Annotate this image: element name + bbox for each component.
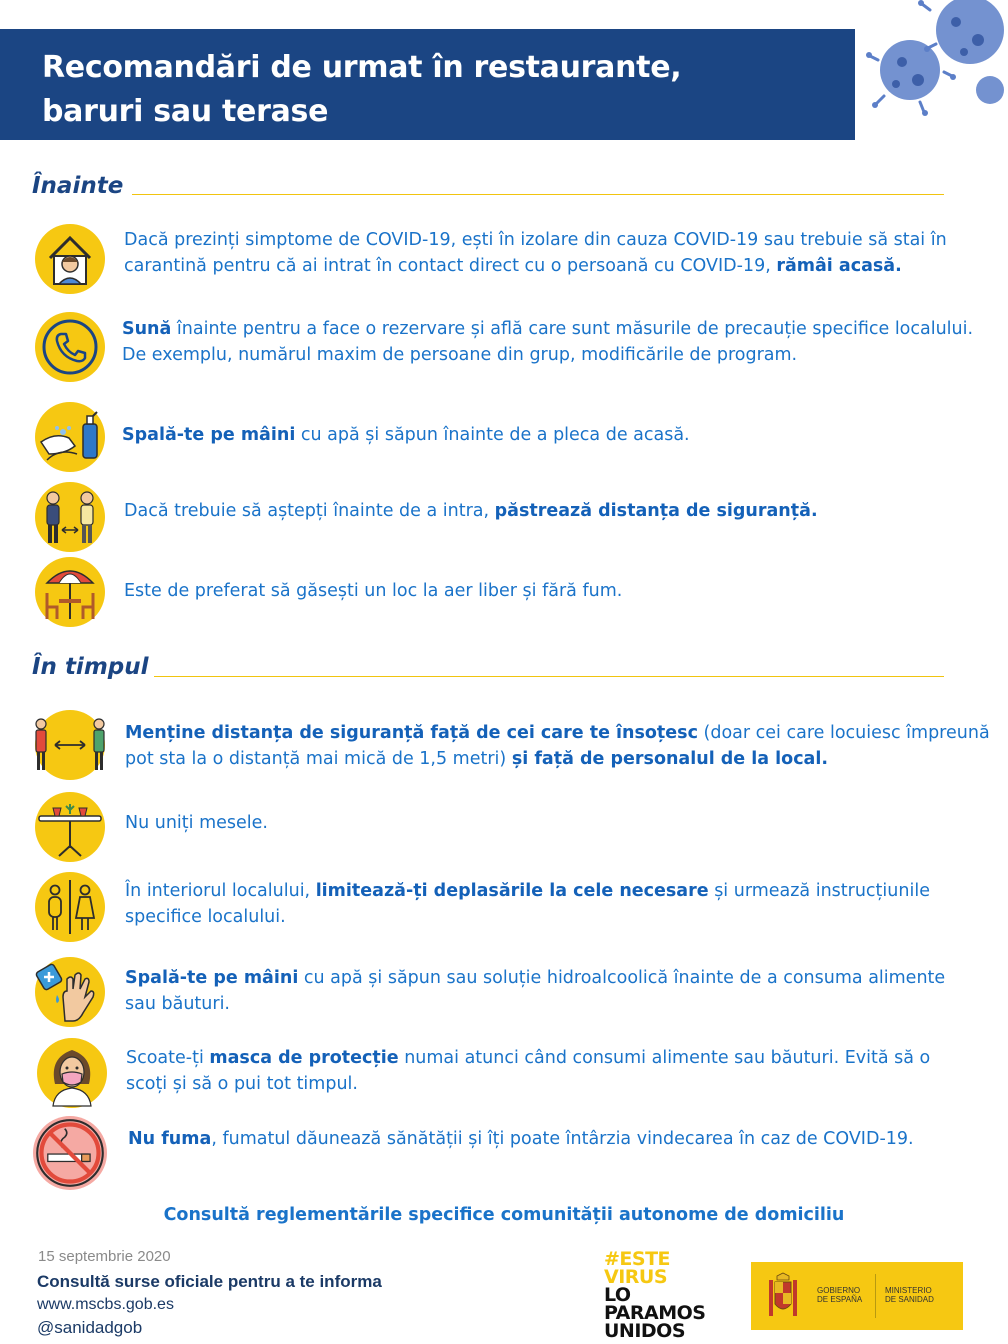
page-title-line-1: Recomandări de urmat în restaurante, — [42, 50, 682, 85]
list-item: Spală-te pe mâini cu apă și săpun sau soluție hidroalcoolică înainte de a consuma alimente sau băuturi. — [125, 968, 946, 1014]
phone-icon — [35, 312, 105, 382]
coat-of-arms-icon — [763, 1272, 803, 1320]
section-divider — [132, 194, 944, 195]
list-item: Sună înainte pentru a face o rezervare și află care sunt măsurile de precauție specifice localului. De exemplu, numărul maxim de persoane din grup, modificările de program. — [122, 319, 974, 365]
list-item: Nu uniți mesele. — [125, 813, 268, 833]
face-mask-icon — [37, 1038, 107, 1108]
logo-divider — [875, 1274, 876, 1318]
list-item: Este de preferat să găsești un loc la aer liber și fără fum. — [124, 581, 623, 601]
website-link[interactable]: www.mscbs.gob.es — [37, 1296, 174, 1313]
restroom-icon — [35, 872, 105, 942]
publication-date: 15 septembrie 2020 — [38, 1248, 171, 1265]
social-handle[interactable]: @sanidadgob — [37, 1318, 143, 1337]
list-item: Scoate-ți masca de protecție numai atunci când consumi alimente sau băuturi. Evită să o scoți și să o pui tot timpul. — [126, 1048, 931, 1094]
list-item: Dacă trebuie să aștepți înainte de a intra, păstrează distanța de siguranță. — [124, 501, 818, 521]
list-item: Nu fuma, fumatul dăunează sănătății și îți poate întârzia vindecarea în caz de COVID-19. — [128, 1129, 914, 1149]
section-title-before: Înainte — [32, 173, 124, 199]
page-title-line-2: baruri sau terase — [42, 94, 329, 129]
virus-illustration-icon — [860, 0, 1008, 130]
section-divider — [154, 676, 944, 677]
list-item: Menține distanța de siguranță față de cei care te însoțesc (doar cei care locuiesc împreună pot sta la o distanță mai mică de 1,5 metri) și față de personalul de la local. — [125, 723, 990, 769]
people-distance-icon — [35, 710, 105, 780]
list-item: În interiorul localului, limitează-ți deplasările la cele necesare și urmează instrucțiunile specifice localului. — [125, 881, 930, 927]
house-person-icon — [35, 224, 105, 294]
list-item: Spală-te pe mâini cu apă și săpun înainte de a pleca de acasă. — [122, 425, 690, 445]
social-distance-icon — [35, 482, 105, 552]
official-sources-note: Consultă surse oficiale pentru a te informa — [37, 1272, 382, 1291]
campaign-logo: #ESTE VIRUS LO PARAMOS UNIDOS — [604, 1248, 706, 1342]
list-item: Dacă prezinți simptome de COVID-19, ești în izolare din cauza COVID-19 sau trebuie să stai în carantină pentru că ai intrat în contact direct cu o persoană cu COVID-19, rămâi acasă. — [124, 230, 947, 276]
consult-regulations-note: Consultă reglementările specifice comunității autonome de domiciliu — [163, 1205, 845, 1225]
section-title-during: În timpul — [32, 654, 149, 680]
sanitizer-hand-icon — [35, 957, 105, 1027]
hand-washing-icon — [35, 402, 105, 472]
government-logo: GOBIERNO DE ESPAÑA MINISTERIO DE SANIDAD — [751, 1262, 963, 1330]
table-icon — [35, 792, 105, 862]
no-smoking-icon — [33, 1116, 107, 1190]
terrace-umbrella-icon — [35, 557, 105, 627]
header-banner — [0, 29, 855, 140]
